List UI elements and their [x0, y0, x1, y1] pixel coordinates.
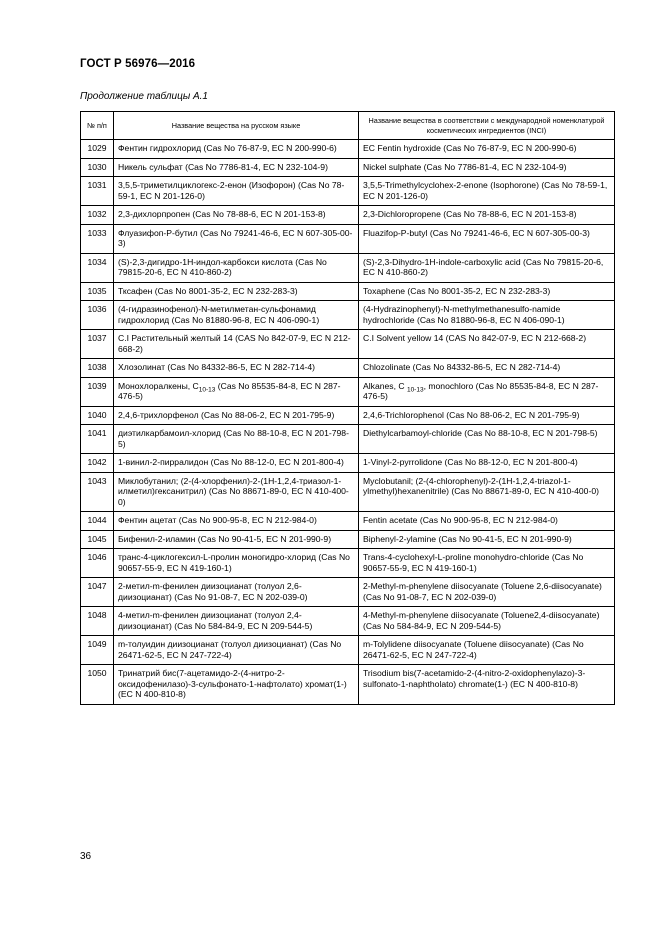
document-title: ГОСТ Р 56976—2016 [80, 58, 196, 70]
inci-name-cell: Nickel sulphate (Cas No 7786-81-4, EC N 232-104-9) [359, 158, 615, 177]
russian-name-cell: Никель сульфат (Cas No 7786-81-4, EC N 232-104-9) [114, 158, 359, 177]
inci-name-cell: 1-Vinyl-2-pyrrolidone (Cas No 88-12-0, EC N 201-800-4) [359, 454, 615, 473]
table-row [81, 549, 615, 578]
russian-name-cell: Хлозолинат (Cas No 84332-86-5, EC N 282-714-4) [114, 359, 359, 378]
table-row [81, 177, 615, 206]
russian-name-cell: Флуазифоп-Р-бутил (Cas No 79241-46-6, EC N 607-305-00-3) [114, 224, 359, 253]
table-row [81, 206, 615, 225]
row-number: 1049 [81, 636, 114, 665]
table-row [81, 330, 615, 359]
russian-name-cell: (4-гидразинофенол)-N-метилметан-сульфонамид гидрохлорид (Cas No 81880-96-8, EC N 406-090-1) [114, 301, 359, 330]
row-number: 1050 [81, 665, 114, 705]
russian-name-cell: 2,4,6-трихлорфенол (Cas No 88-06-2, EC N 201-795-9) [114, 406, 359, 425]
table-row [81, 301, 615, 330]
row-number: 1045 [81, 530, 114, 549]
carbon-range-subscript: 10-13 [198, 386, 216, 394]
inci-name-cell: Trisodium bis(7-acetamido-2-(4-nitro-2-oxidophenylazo)-3-sulfonato-1-naphtholato) chromate(1-) (EC N 400-810-8) [359, 665, 615, 705]
inci-name-cell: 2-Methyl-m-phenylene diisocyanate (Toluene 2,6-diisocyanate) (Cas No 91-08-7, EC N 202-039-0) [359, 578, 615, 607]
table-row [81, 578, 615, 607]
table-caption: Продолжение таблицы А.1 [80, 91, 208, 102]
row-number: 1035 [81, 282, 114, 301]
russian-name-cell: (S)-2,3-дигидро-1H-индол-карбокси кислота (Cas No 79815-20-6, EC N 410-860-2) [114, 253, 359, 282]
row-number: 1036 [81, 301, 114, 330]
row-number: 1044 [81, 512, 114, 531]
row-number: 1043 [81, 472, 114, 512]
table-row [81, 406, 615, 425]
table-row [81, 530, 615, 549]
russian-name-cell [114, 377, 359, 406]
inci-name-cell: C.I Solvent yellow 14 (CAS No 842-07-9, EC N 212-668-2) [359, 330, 615, 359]
column-header-russian-name: Название вещества на русском языке [114, 112, 359, 140]
russian-name-cell: 2,3-дихлорпропен (Cas No 78-88-6, EC N 201-153-8) [114, 206, 359, 225]
inci-name-cell: 2,3-Dichloropropene (Cas No 78-88-6, EC N 201-153-8) [359, 206, 615, 225]
row-number: 1033 [81, 224, 114, 253]
row-number: 1037 [81, 330, 114, 359]
russian-name-cell: транс-4-циклогексил-L-пролин моногидро-хлорид (Cas No 90657-55-9, EC N 419-160-1) [114, 549, 359, 578]
russian-name-cell: C.I Растительный желтый 14 (CAS No 842-07-9, EC N 212-668-2) [114, 330, 359, 359]
russian-name-cell: диэтилкарбамоил-хлорид (Cas No 88-10-8, EC N 201-798-5) [114, 425, 359, 454]
inci-name-cell: Diethylcarbamoyl-chloride (Cas No 88-10-8, EC N 201-798-5) [359, 425, 615, 454]
russian-name-cell: Фентин гидрохлорид (Cas No 76-87-9, EC N 200-990-6) [114, 140, 359, 159]
inci-name-cell: 3,5,5-Trimethylcyclohex-2-enone (Isophorone) (Cas No 78-59-1, EC N 201-126-0) [359, 177, 615, 206]
russian-name-cell: m-толуидин диизоцианат (толуол диизоцианат) (Cas No 26471-62-5, EC N 247-722-4) [114, 636, 359, 665]
inci-name-cell: Biphenyl-2-ylamine (Cas No 90-41-5, EC N 201-990-9) [359, 530, 615, 549]
cell-text-part: Монохлоралкены, C [118, 380, 199, 391]
inci-name-cell: EC Fentin hydroxide (Cas No 76-87-9, EC N 200-990-6) [359, 140, 615, 159]
row-number: 1034 [81, 253, 114, 282]
inci-name-cell: Chlozolinate (Cas No 84332-86-5, EC N 282-714-4) [359, 359, 615, 378]
row-number: 1040 [81, 406, 114, 425]
russian-name-cell: Миклобутанил; (2-(4-хлорфенил)-2-(1H-1,2,4-триазол-1-илметил)гексанитрил) (Cas No 88671-89-0, EC N 410-400-0) [114, 472, 359, 512]
table-row [81, 282, 615, 301]
table-row [81, 636, 615, 665]
inci-name-cell: 4-Methyl-m-phenylene diisocyanate (Toluene2,4-diisocyanate) (Cas No 584-84-9, EC N 209-544-5) [359, 607, 615, 636]
table-row [81, 253, 615, 282]
russian-name-cell: 1-винил-2-пирралидон (Cas No 88-12-0, EC N 201-800-4) [114, 454, 359, 473]
substances-table [80, 111, 615, 705]
table-row [81, 425, 615, 454]
table-row [81, 377, 615, 406]
table-row [81, 158, 615, 177]
row-number: 1048 [81, 607, 114, 636]
column-header-inci-name: Название вещества в соответствии с международной номенклатурой косметических ингредиентов (INCI) [359, 112, 615, 140]
inci-name-cell: 2,4,6-Trichlorophenol (Cas No 88-06-2, EC N 201-795-9) [359, 406, 615, 425]
cell-text-part: , monochloro (Cas No 85535-84-8, EC N 287-476-5) [363, 380, 599, 401]
inci-name-cell [359, 377, 615, 406]
table-header-row [81, 112, 615, 140]
row-number: 1029 [81, 140, 114, 159]
inci-name-cell: (S)-2,3-Dihydro-1H-indole-carboxylic acid (Cas No 79815-20-6, EC N 410-860-2) [359, 253, 615, 282]
row-number: 1030 [81, 158, 114, 177]
table-row [81, 472, 615, 512]
row-number: 1047 [81, 578, 114, 607]
table-row [81, 454, 615, 473]
inci-name-cell: Fentin acetate (Cas No 900-95-8, EC N 212-984-0) [359, 512, 615, 531]
inci-name-cell: Fluazifop-P-butyl (Cas No 79241-46-6, EC N 607-305-00-3) [359, 224, 615, 253]
russian-name-cell: 3,5,5-триметилциклогекс-2-енон (Изофорон) (Cas No 78-59-1, EC N 201-126-0) [114, 177, 359, 206]
inci-name-cell: m-Tolylidene diisocyanate (Toluene diisocyanate) (Cas No 26471-62-5, EC N 247-722-4) [359, 636, 615, 665]
russian-name-cell: Бифенил-2-иламин (Cas No 90-41-5, EC N 201-990-9) [114, 530, 359, 549]
russian-name-cell: 2-метил-m-фенилен диизоцианат (толуол 2,6-диизоцианат) (Cas No 91-08-7, EC N 202-039-0) [114, 578, 359, 607]
inci-name-cell: Toxaphene (Cas No 8001-35-2, EC N 232-283-3) [359, 282, 615, 301]
row-number: 1038 [81, 359, 114, 378]
row-number: 1031 [81, 177, 114, 206]
table-row [81, 359, 615, 378]
inci-name-cell: (4-Hydrazinophenyl)-N-methylmethanesulfo-namide hydrochloride (Cas No 81880-96-8, EC N 406-090-1) [359, 301, 615, 330]
table-row [81, 665, 615, 705]
row-number: 1042 [81, 454, 114, 473]
russian-name-cell: Тксафен (Cas No 8001-35-2, EC N 232-283-3) [114, 282, 359, 301]
row-number: 1041 [81, 425, 114, 454]
cell-text-part: (Cas No 85535-84-8, EC N 287-476-5) [118, 380, 341, 401]
russian-name-cell: Тринатрий бис(7-ацетамидо-2-(4-нитро-2-оксидофенилазо)-3-сульфонато-1-нафтолато) хромат(1-) (EC N 400-810-8) [114, 665, 359, 705]
page-number: 36 [80, 851, 92, 862]
row-number: 1032 [81, 206, 114, 225]
table-body [81, 140, 615, 705]
cell-text-part: Alkanes, C [363, 380, 407, 391]
inci-name-cell: Trans-4-cyclohexyl-L-proline monohydro-chloride (Cas No 90657-55-9, EC N 419-160-1) [359, 549, 615, 578]
inci-name-cell: Myclobutanil; (2-(4-chlorophenyl)-2-(1H-1,2,4-triazol-1-ylmethyl)hexanenitrile) (Cas No 88671-89-0, EC N 410-400-0) [359, 472, 615, 512]
table-row [81, 140, 615, 159]
row-number: 1039 [81, 377, 114, 406]
table-row [81, 224, 615, 253]
russian-name-cell: Фентин ацетат (Cas No 900-95-8, EC N 212-984-0) [114, 512, 359, 531]
column-header-number: № п/п [81, 112, 114, 140]
table-row [81, 607, 615, 636]
table-row [81, 512, 615, 531]
row-number: 1046 [81, 549, 114, 578]
carbon-range-subscript: 10-13 [406, 386, 424, 394]
russian-name-cell: 4-метил-m-фенилен диизоцианат (толуол 2,4-диизоцианат) (Cas No 584-84-9, EC N 209-544-5) [114, 607, 359, 636]
